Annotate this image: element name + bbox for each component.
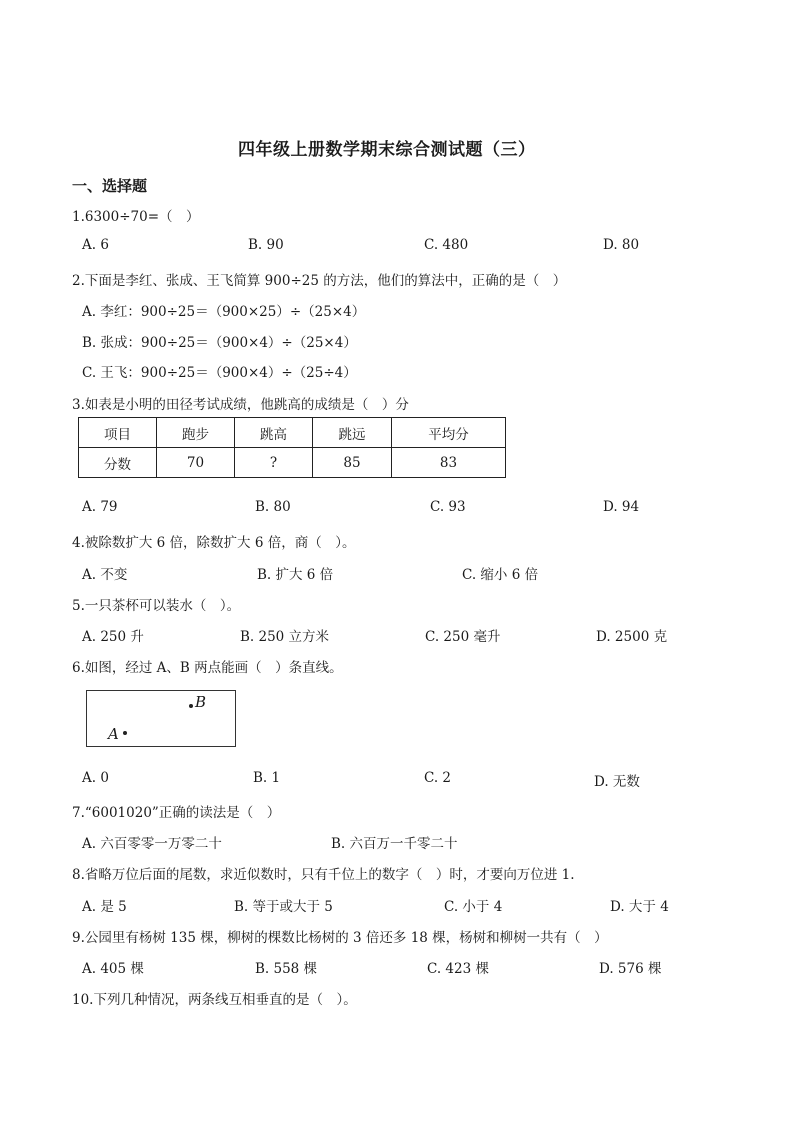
question-6-option-b: B. 1 bbox=[253, 770, 281, 786]
question-9-option-d: D. 576 棵 bbox=[599, 961, 662, 977]
table-header-cell: 跑步 bbox=[157, 418, 235, 448]
question-5-option-b: B. 250 立方米 bbox=[240, 629, 330, 645]
point-b-label: B bbox=[195, 693, 207, 711]
question-8-option-a: A. 是 5 bbox=[82, 899, 127, 915]
table-cell: 85 bbox=[313, 448, 392, 478]
question-9-option-a: A. 405 棵 bbox=[82, 961, 144, 977]
point-b-dot bbox=[189, 704, 193, 708]
question-9-option-c: C. 423 棵 bbox=[427, 961, 489, 977]
table-header-cell: 跳远 bbox=[313, 418, 392, 448]
question-3-option-c: C. 93 bbox=[430, 499, 466, 515]
table-header-cell: 跳高 bbox=[235, 418, 313, 448]
question-2-option-a: A. 李红：900÷25＝（900×25）÷（25×4） bbox=[82, 304, 366, 320]
score-table bbox=[78, 417, 506, 478]
question-2-option-b: B. 张成：900÷25＝（900×4）÷（25×4） bbox=[82, 335, 357, 351]
question-6-stem: 6.如图，经过 A、B 两点能画（ ）条直线。 bbox=[72, 660, 343, 676]
point-figure bbox=[86, 690, 236, 747]
question-1-option-a: A. 6 bbox=[82, 237, 109, 253]
question-9-option-b: B. 558 棵 bbox=[255, 961, 318, 977]
question-5-option-c: C. 250 毫升 bbox=[425, 629, 501, 645]
table-row bbox=[79, 448, 506, 478]
question-7-option-a: A. 六百零零一万零二十 bbox=[82, 836, 222, 852]
point-a-dot bbox=[123, 731, 127, 735]
table-header-cell: 平均分 bbox=[392, 418, 506, 448]
question-6-option-a: A. 0 bbox=[82, 770, 109, 786]
table-cell: 70 bbox=[157, 448, 235, 478]
question-2-option-c: C. 王飞：900÷25＝（900×4）÷（25÷4） bbox=[82, 365, 357, 381]
question-8-option-d: D. 大于 4 bbox=[610, 899, 669, 915]
question-5-stem: 5.一只茶杯可以装水（ ）。 bbox=[72, 598, 241, 614]
question-2-stem: 2.下面是李红、张成、王飞简算 900÷25 的方法，他们的算法中，正确的是（ ） bbox=[72, 273, 567, 289]
question-3-option-d: D. 94 bbox=[603, 499, 640, 515]
question-6-option-c: C. 2 bbox=[424, 770, 452, 786]
question-3-stem: 3.如表是小明的田径考试成绩，他跳高的成绩是（ ）分 bbox=[72, 397, 409, 413]
question-4-option-a: A. 不变 bbox=[82, 567, 128, 583]
question-8-stem: 8.省略万位后面的尾数，求近似数时，只有千位上的数字（ ）时，才要向万位进 1. bbox=[72, 867, 575, 883]
table-row bbox=[79, 418, 506, 448]
table-cell: 分数 bbox=[79, 448, 157, 478]
question-3-option-a: A. 79 bbox=[82, 499, 118, 515]
table-cell: ? bbox=[235, 448, 313, 478]
question-5-option-a: A. 250 升 bbox=[82, 629, 144, 645]
question-1-option-b: B. 90 bbox=[248, 237, 284, 253]
question-4-option-b: B. 扩大 6 倍 bbox=[257, 567, 334, 583]
question-8-option-c: C. 小于 4 bbox=[444, 899, 503, 915]
question-6-option-d: D. 无数 bbox=[594, 774, 640, 790]
question-10-stem: 10.下列几种情况，两条线互相垂直的是（ ）。 bbox=[72, 992, 357, 1008]
question-5-option-d: D. 2500 克 bbox=[596, 629, 668, 645]
question-7-stem: 7.“6001020”正确的读法是（ ） bbox=[72, 805, 281, 821]
question-1-option-d: D. 80 bbox=[603, 237, 640, 253]
question-1-option-c: C. 480 bbox=[424, 237, 469, 253]
question-8-option-b: B. 等于或大于 5 bbox=[234, 899, 333, 915]
question-4-stem: 4.被除数扩大 6 倍，除数扩大 6 倍，商（ ）。 bbox=[72, 535, 356, 551]
page-title: 四年级上册数学期末综合测试题（三） bbox=[238, 140, 536, 160]
table-header-cell: 项目 bbox=[79, 418, 157, 448]
question-9-stem: 9.公园里有杨树 135 棵，柳树的棵数比杨树的 3 倍还多 18 棵，杨树和柳树一共有（ ） bbox=[72, 930, 608, 946]
question-3-option-b: B. 80 bbox=[255, 499, 291, 515]
section-heading: 一、选择题 bbox=[72, 177, 148, 195]
point-a-label: A bbox=[108, 725, 119, 743]
question-1-stem: 1.6300÷70=（ ） bbox=[72, 209, 200, 225]
table-cell: 83 bbox=[392, 448, 506, 478]
question-4-option-c: C. 缩小 6 倍 bbox=[462, 567, 539, 583]
question-7-option-b: B. 六百万一千零二十 bbox=[331, 836, 458, 852]
